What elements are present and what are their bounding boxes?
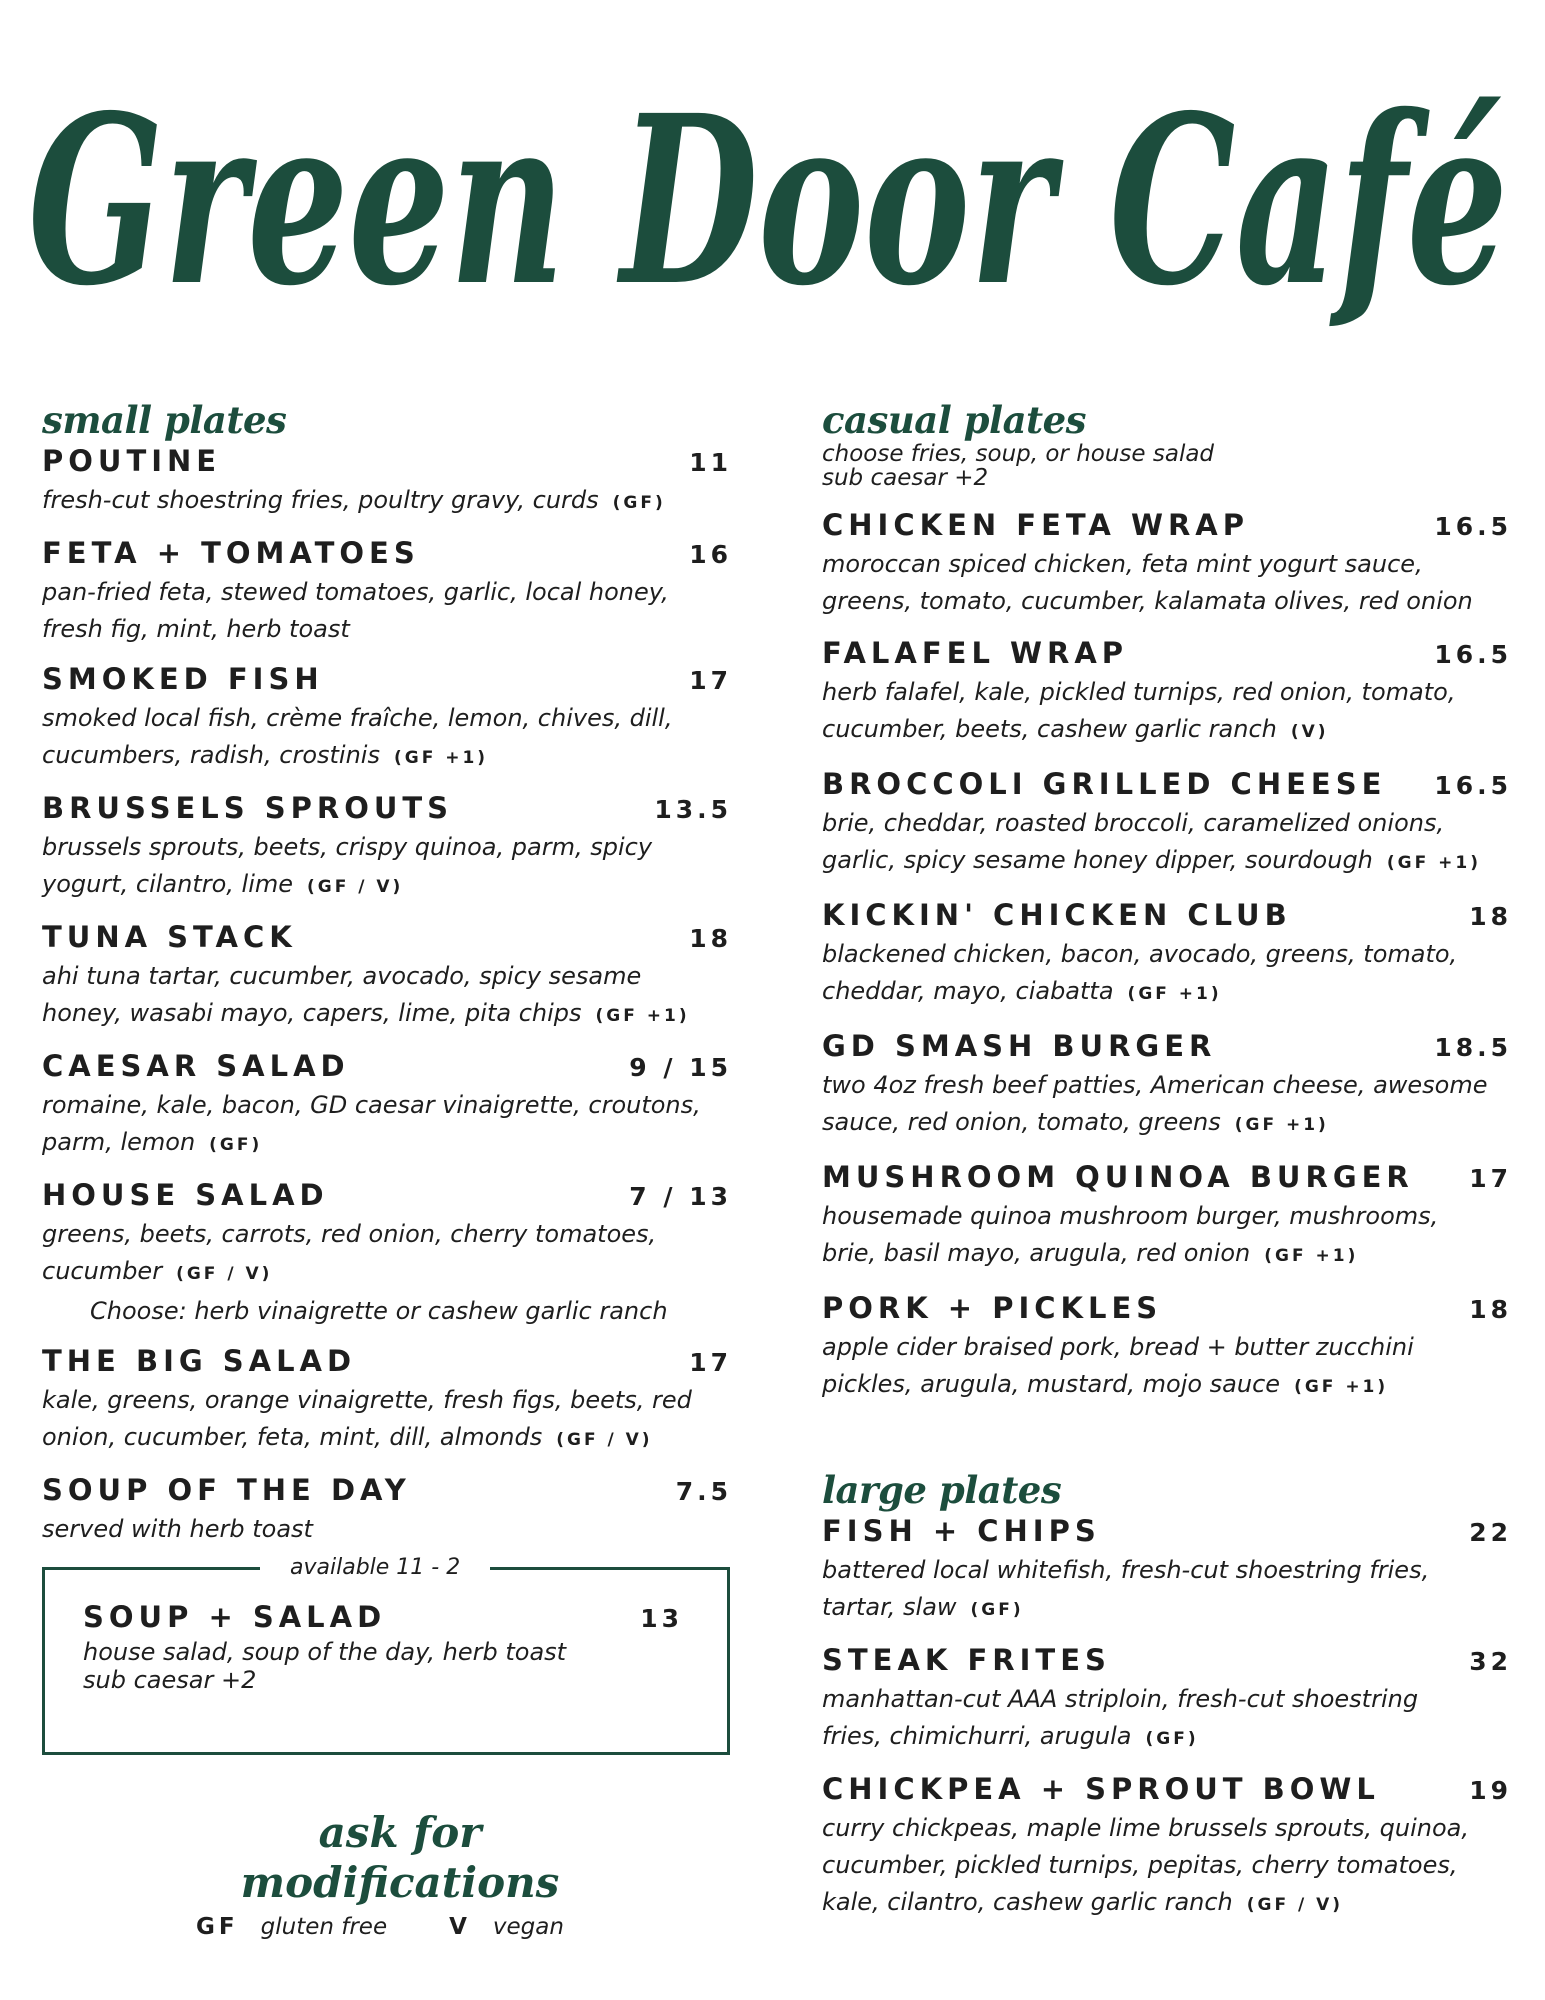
item-name: FISH + CHIPS <box>822 1514 1101 1548</box>
item-description-line <box>42 1419 732 1459</box>
description-text: pan-fried feta, stewed tomatoes, garlic, local honey, <box>42 578 669 606</box>
item-name: SMOKED FISH <box>42 662 324 696</box>
item-price: 11 <box>689 448 732 477</box>
item-description-line <box>822 936 1512 973</box>
dietary-tag: (GF +1) <box>393 748 489 768</box>
description-text: brie, basil mayo, arugula, red onion <box>822 1239 1251 1267</box>
item-description-line <box>42 482 732 522</box>
item-price: 16 <box>689 540 732 569</box>
small-plates-list <box>42 442 732 1548</box>
menu-item <box>42 789 732 906</box>
legend-v-meaning: vegan <box>492 1914 564 1940</box>
description-text: honey, wasabi mayo, capers, lime, pita chips <box>42 999 582 1027</box>
item-description-line <box>42 866 732 906</box>
item-description-line <box>822 711 1512 751</box>
item-price: 17 <box>689 1348 732 1377</box>
description-text: moroccan spiced chicken, feta mint yogurt sauce, <box>822 550 1423 578</box>
logo-svg <box>0 0 1545 330</box>
section-title-casual-plates: casual plates <box>822 398 1087 442</box>
dietary-tag: (V) <box>1290 722 1329 742</box>
menu-item <box>42 660 732 777</box>
item-description-line <box>42 700 732 737</box>
item-name: KICKIN' CHICKEN CLUB <box>822 898 1292 932</box>
description-text: ahi tuna tartar, cucumber, avocado, spicy sesame <box>42 962 642 990</box>
description-text: manhattan-cut AAA striploin, fresh-cut shoestring <box>822 1685 1419 1713</box>
modifications-legend <box>180 1808 620 1940</box>
description-text: cucumber, beets, cashew garlic ranch <box>822 715 1277 743</box>
item-name: FETA + TOMATOES <box>42 536 420 570</box>
item-price: 7 / 13 <box>629 1182 732 1211</box>
dietary-tag: (GF / V) <box>556 1430 653 1450</box>
lunch-special-box <box>42 1555 730 1755</box>
description-text: romaine, kale, bacon, GD caesar vinaigrette, croutons, <box>42 1091 701 1119</box>
item-name: CHICKEN FETA WRAP <box>822 508 1249 542</box>
item-name: STEAK FRITES <box>822 1643 1111 1677</box>
legend-v-code: V <box>449 1914 471 1940</box>
menu-item <box>42 1342 732 1459</box>
description-text: served with herb toast <box>42 1515 313 1543</box>
modifications-title: ask for modifications <box>240 1808 560 1907</box>
item-name: BROCCOLI GRILLED CHEESE <box>822 767 1387 801</box>
item-name: BRUSSELS SPROUTS <box>42 791 454 825</box>
item-description-line <box>822 583 1512 620</box>
item-description-line <box>822 1235 1512 1275</box>
item-price: 18 <box>1469 1295 1512 1324</box>
menu-item <box>42 442 732 522</box>
description-text: brussels sprouts, beets, crispy quinoa, parm, spicy <box>42 833 653 861</box>
dietary-tag: (GF +1) <box>1294 1377 1389 1397</box>
description-text: sauce, red onion, tomato, greens <box>822 1108 1221 1136</box>
item-price: 18.5 <box>1434 1033 1512 1062</box>
description-text: greens, beets, carrots, red onion, cherry tomatoes, <box>42 1220 657 1248</box>
item-description-line <box>822 546 1512 583</box>
menu-item <box>822 506 1512 620</box>
casual-sub-note: sub caesar +2 <box>822 465 989 491</box>
item-name: HOUSE SALAD <box>42 1178 329 1212</box>
description-text: cucumber <box>42 1257 163 1285</box>
large-plates-list <box>822 1512 1512 1924</box>
item-price: 16.5 <box>1434 640 1512 669</box>
item-price: 16.5 <box>1434 771 1512 800</box>
item-description-line <box>822 1067 1512 1104</box>
menu-item <box>822 1027 1512 1144</box>
item-description-line <box>822 1198 1512 1235</box>
item-name: PORK + PICKLES <box>822 1291 1163 1325</box>
item-description-line <box>822 805 1512 842</box>
dietary-tag: (GF +1) <box>1264 1246 1359 1266</box>
item-sub-note: sub caesar +2 <box>83 1666 257 1694</box>
menu-item <box>822 1512 1512 1629</box>
description-text: fries, chimichurri, arugula <box>822 1722 1132 1750</box>
item-description-line <box>822 1718 1512 1758</box>
menu-item <box>42 918 732 1035</box>
dietary-tag: (GF / V) <box>1246 1895 1344 1915</box>
item-description-line <box>42 1253 732 1293</box>
legend-gf-meaning: gluten free <box>260 1914 388 1940</box>
description-text: curry chickpeas, maple lime brussels sprouts, quinoa, <box>822 1814 1470 1842</box>
item-price: 32 <box>1469 1647 1512 1676</box>
logo-text: Green Door Café <box>28 64 1508 330</box>
description-text: herb falafel, kale, pickled turnips, red onion, tomato, <box>822 678 1456 706</box>
item-description-line <box>822 1104 1512 1144</box>
item-description-line <box>42 574 732 611</box>
item-description-line <box>42 829 732 866</box>
item-description-line <box>42 1511 732 1548</box>
item-description-line <box>822 1366 1512 1406</box>
item-description-line <box>822 1552 1512 1589</box>
description-text: yogurt, cilantro, lime <box>42 870 294 898</box>
item-price: 16.5 <box>1434 512 1512 541</box>
item-description-line <box>42 611 732 648</box>
description-text: onion, cucumber, feta, mint, dill, almonds <box>42 1423 543 1451</box>
item-name: SOUP + SALAD <box>83 1600 387 1634</box>
item-description-line <box>822 1810 1512 1847</box>
item-description-line <box>822 674 1512 711</box>
item-description-line <box>822 1329 1512 1366</box>
item-description-line <box>42 1087 732 1124</box>
item-choice-note: Choose: herb vinaigrette or cashew garlic ranch <box>90 1297 668 1325</box>
item-price: 9 / 15 <box>629 1053 732 1082</box>
item-description-line <box>822 973 1512 1013</box>
item-name: TUNA STACK <box>42 920 297 954</box>
description-text: kale, cilantro, cashew garlic ranch <box>822 1888 1233 1916</box>
item-name: POUTINE <box>42 444 222 478</box>
item-price: 17 <box>1469 1164 1512 1193</box>
casual-plates-list <box>822 506 1512 1406</box>
description-text: apple cider braised pork, bread + butter zucchini <box>822 1333 1414 1361</box>
description-text: tartar, slaw <box>822 1593 957 1621</box>
item-price: 18 <box>1469 902 1512 931</box>
menu-item <box>822 1289 1512 1406</box>
description-text: housemade quinoa mushroom burger, mushrooms, <box>822 1202 1439 1230</box>
item-description-line <box>822 1681 1512 1718</box>
menu-item <box>822 765 1512 882</box>
description-text: garlic, spicy sesame honey dipper, sourdough <box>822 846 1373 874</box>
dietary-tag: (GF) <box>209 1135 263 1155</box>
dietary-tag: (GF) <box>970 1600 1024 1620</box>
menu-item <box>42 1471 732 1548</box>
item-description-line <box>42 1216 732 1253</box>
description-text: fresh fig, mint, herb toast <box>42 615 350 643</box>
dietary-tag: (GF +1) <box>1234 1115 1329 1135</box>
lunch-availability: available 11 - 2 <box>260 1551 490 1585</box>
right-column <box>822 398 1512 1924</box>
item-name: FALAFEL WRAP <box>822 636 1129 670</box>
item-price: 18 <box>689 924 732 953</box>
description-text: pickles, arugula, mustard, mojo sauce <box>822 1370 1281 1398</box>
dietary-tag: (GF) <box>612 493 666 513</box>
dietary-tag: (GF) <box>1145 1729 1199 1749</box>
cafe-logo <box>0 0 1545 330</box>
item-description: house salad, soup of the day, herb toast <box>83 1638 567 1666</box>
menu-item <box>822 1641 1512 1758</box>
menu-item <box>42 1047 732 1164</box>
description-text: cucumbers, radish, crostinis <box>42 741 380 769</box>
section-title-small-plates: small plates <box>42 398 287 442</box>
item-price: 13.5 <box>654 795 732 824</box>
item-name: SOUP OF THE DAY <box>42 1473 411 1507</box>
description-text: kale, greens, orange vinaigrette, fresh figs, beets, red <box>42 1386 692 1414</box>
item-description-line <box>42 958 732 995</box>
item-price: 13 <box>640 1604 683 1633</box>
legend-gf-code: GF <box>196 1914 239 1940</box>
item-name: CHICKPEA + SPROUT BOWL <box>822 1772 1380 1806</box>
dietary-tag: (GF +1) <box>1127 984 1222 1004</box>
description-text: greens, tomato, cucumber, kalamata olives, red onion <box>822 587 1473 615</box>
menu-item <box>822 1158 1512 1275</box>
dietary-tag: (GF / V) <box>176 1264 273 1284</box>
description-text: brie, cheddar, roasted broccoli, caramelized onions, <box>822 809 1445 837</box>
dietary-legend <box>180 1914 620 1940</box>
section-title-large-plates: large plates <box>822 1468 1062 1512</box>
description-text: cheddar, mayo, ciabatta <box>822 977 1114 1005</box>
item-name: GD SMASH BURGER <box>822 1029 1217 1063</box>
dietary-tag: (GF +1) <box>595 1006 690 1026</box>
item-price: 19 <box>1469 1776 1512 1805</box>
menu-item <box>42 1176 732 1330</box>
description-text: parm, lemon <box>42 1128 196 1156</box>
item-price: 17 <box>689 666 732 695</box>
left-column <box>42 398 732 1548</box>
item-description-line <box>822 1589 1512 1629</box>
description-text: two 4oz fresh beef patties, American cheese, awesome <box>822 1071 1488 1099</box>
menu-item <box>822 1770 1512 1924</box>
casual-sides-note: choose fries, soup, or house salad <box>822 441 1215 467</box>
menu-item <box>822 634 1512 751</box>
description-text: cucumber, pickled turnips, pepitas, cherry tomatoes, <box>822 1851 1458 1879</box>
description-text: fresh-cut shoestring fries, poultry gravy, curds <box>42 486 599 514</box>
item-name: THE BIG SALAD <box>42 1344 357 1378</box>
menu-item <box>822 896 1512 1013</box>
description-text: battered local whitefish, fresh-cut shoestring fries, <box>822 1556 1430 1584</box>
item-description-line <box>42 995 732 1035</box>
item-name: MUSHROOM QUINOA BURGER <box>822 1160 1414 1194</box>
item-price: 7.5 <box>675 1477 732 1506</box>
menu-item <box>42 534 732 648</box>
item-description-line <box>42 737 732 777</box>
item-description-line <box>822 1847 1512 1884</box>
item-description-line <box>822 842 1512 882</box>
dietary-tag: (GF / V) <box>307 877 404 897</box>
item-price: 22 <box>1469 1518 1512 1547</box>
item-description-line <box>42 1124 732 1164</box>
item-name: CAESAR SALAD <box>42 1049 350 1083</box>
description-text: smoked local fish, crème fraîche, lemon, chives, dill, <box>42 704 673 732</box>
item-description-line <box>822 1884 1512 1924</box>
item-description-line <box>42 1382 732 1419</box>
lunch-special-item <box>83 1598 683 1694</box>
dietary-tag: (GF +1) <box>1386 853 1481 873</box>
description-text: blackened chicken, bacon, avocado, greens, tomato, <box>822 940 1458 968</box>
